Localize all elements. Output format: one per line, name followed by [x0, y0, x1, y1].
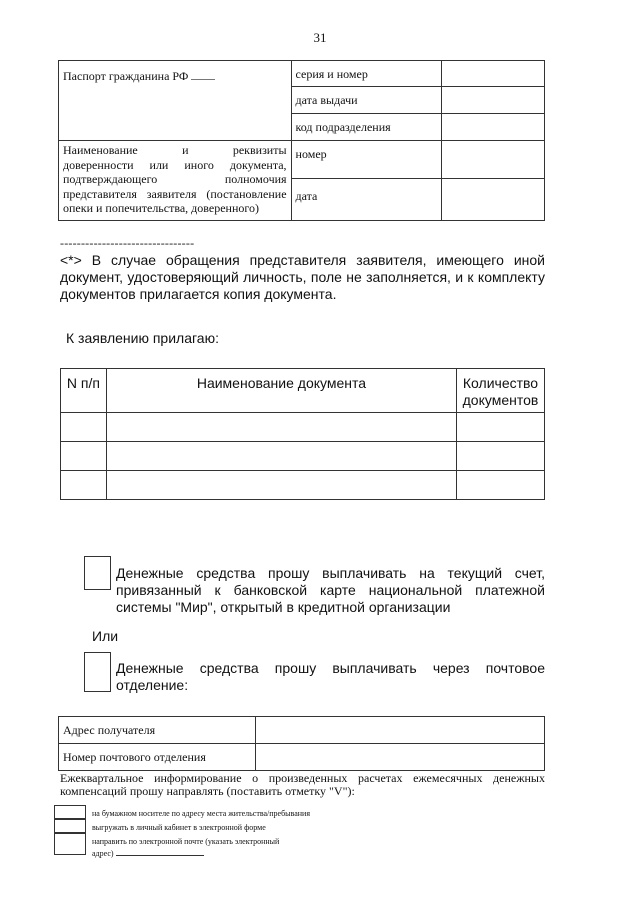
payment-card-checkbox[interactable]: [84, 556, 111, 590]
recipient-address-label: Адрес получателя: [59, 717, 256, 744]
footnote-separator: --------------------------------: [60, 236, 195, 250]
poa-number-value[interactable]: [442, 141, 545, 179]
payment-card-line: системы "Мир", открытый в кредитной организации: [116, 599, 451, 615]
table-row: [61, 442, 545, 471]
quarterly-paper-label: на бумажном носителе по адресу места жительства/пребывания: [92, 809, 311, 818]
poa-line: опеки и попечительства, доверенного): [63, 201, 260, 215]
row-num-cell[interactable]: [61, 413, 107, 442]
poa-date-value[interactable]: [442, 179, 545, 221]
attach-heading: К заявлению прилагаю:: [66, 330, 219, 346]
col-qty-header-line1: Количество: [462, 375, 539, 391]
poa-line: Наименование и реквизиты: [63, 143, 287, 157]
passport-underline: [191, 71, 215, 80]
payment-card-line: Денежные средства прошу выплачивать на текущий счет,: [116, 565, 545, 581]
post-office-label: Номер почтового отделения: [59, 744, 256, 771]
col-qty-header-line2: документов: [462, 392, 539, 408]
quarterly-line: Ежеквартальное информирование о произведенных расчетах ежемесячных денежных: [60, 771, 545, 785]
recipient-address-value[interactable]: [255, 717, 544, 744]
payment-post-checkbox[interactable]: [84, 652, 111, 692]
col-num-header: N п/п: [61, 369, 107, 413]
payment-card-line: привязанный к банковской карте национальной платежной: [116, 582, 545, 598]
poa-line: доверенности или иного документа,: [63, 157, 287, 172]
quarterly-email-label: направить по электронной почте (указать электронный: [92, 837, 280, 846]
table-row: [61, 413, 545, 442]
poa-line: подтверждающего полномочия: [63, 172, 287, 186]
passport-table: [58, 60, 545, 221]
row-name-cell[interactable]: [106, 413, 456, 442]
issue-date-label: дата выдачи: [291, 87, 442, 114]
quarterly-text: [60, 772, 545, 798]
division-code-label: код подразделения: [291, 114, 442, 141]
poa-date-label: дата: [291, 179, 442, 221]
email-address-underline[interactable]: [116, 848, 204, 856]
quarterly-paper-checkbox[interactable]: [54, 805, 86, 819]
issue-date-value[interactable]: [442, 87, 545, 114]
row-name-cell[interactable]: [106, 442, 456, 471]
row-qty-cell[interactable]: [457, 442, 545, 471]
series-number-value[interactable]: [442, 61, 545, 87]
postal-table: [58, 716, 545, 771]
footnote-line: документов прилагается копия документа.: [60, 286, 337, 302]
quarterly-line: компенсаций прошу направлять (поставить отметку "V"):: [60, 784, 355, 798]
row-name-cell[interactable]: [106, 471, 456, 500]
poa-label-cell: [59, 141, 292, 221]
attach-table: [60, 368, 545, 500]
payment-card-text: [116, 565, 545, 616]
passport-label-cell: [59, 61, 292, 141]
quarterly-email-address: [92, 848, 204, 859]
quarterly-email-address-label: адрес): [92, 849, 114, 858]
footnote-line: <*> В случае обращения представителя заявителя, имеющего иной: [60, 252, 545, 268]
row-qty-cell[interactable]: [457, 413, 545, 442]
post-office-value[interactable]: [255, 744, 544, 771]
payment-post-line: Денежные средства прошу выплачивать через почтовое: [116, 660, 545, 676]
or-label: Или: [92, 628, 119, 644]
row-qty-cell[interactable]: [457, 471, 545, 500]
series-number-label: серия и номер: [291, 61, 442, 87]
poa-line: представителя заявителя (постановление: [63, 186, 287, 201]
division-code-value[interactable]: [442, 114, 545, 141]
col-qty-header: [457, 369, 545, 413]
row-num-cell[interactable]: [61, 442, 107, 471]
quarterly-cabinet-checkbox[interactable]: [54, 819, 86, 833]
col-name-header: Наименование документа: [106, 369, 456, 413]
page-number: 31: [313, 30, 327, 45]
passport-label: Паспорт гражданина РФ: [63, 69, 189, 83]
footnote: [60, 252, 545, 303]
row-num-cell[interactable]: [61, 471, 107, 500]
footnote-line: документ, удостоверяющий личность, поле не заполняется, и к комплекту: [60, 269, 545, 285]
quarterly-cabinet-label: выгружать в личный кабинет в электронной форме: [92, 823, 266, 832]
poa-number-label: номер: [291, 141, 442, 179]
table-row: [61, 471, 545, 500]
payment-post-text: [116, 660, 545, 694]
payment-post-line: отделение:: [116, 677, 189, 693]
quarterly-email-checkbox[interactable]: [54, 833, 86, 855]
